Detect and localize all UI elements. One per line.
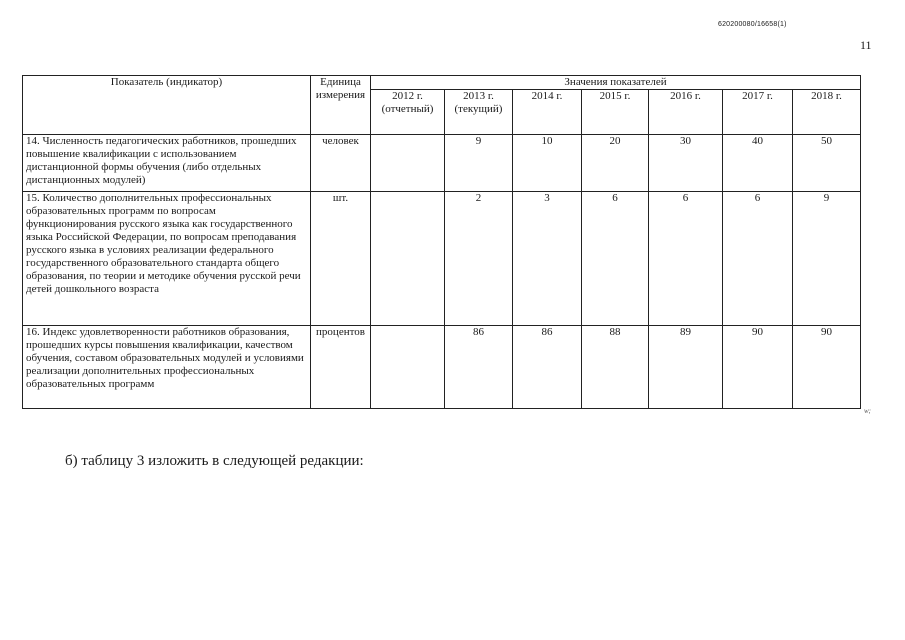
row-value: 90 (723, 326, 793, 409)
row-value: 88 (582, 326, 649, 409)
row-unit: процентов (311, 326, 371, 409)
header-year: 2013 г. (текущий) (445, 90, 513, 135)
header-year: 2016 г. (649, 90, 723, 135)
row-value: 40 (723, 135, 793, 192)
row-value: 2 (445, 192, 513, 326)
header-year: 2018 г. (793, 90, 861, 135)
header-values: Значения показателей (371, 76, 861, 90)
margin-mark: w; (864, 407, 871, 415)
row-unit: шт. (311, 192, 371, 326)
table-row (23, 192, 861, 326)
row-indicator: 15. Количество дополнительных профессиональных образовательных программ по вопросам функционирования русского языка как государственного языка Российской Федерации, по вопросам преподавания русского языка в условиях реализации федерального государственного образовательного стандарта общего образования, по теории и методике обучения русской речи детей дошкольного возраста (23, 192, 311, 326)
row-value: 89 (649, 326, 723, 409)
row-value: 10 (513, 135, 582, 192)
row-value: 6 (649, 192, 723, 326)
page-number: 11 (860, 38, 872, 52)
row-value: 6 (723, 192, 793, 326)
row-value (371, 135, 445, 192)
row-value: 9 (445, 135, 513, 192)
row-value: 90 (793, 326, 861, 409)
row-value: 50 (793, 135, 861, 192)
document-id: 620200080/16658(1) (718, 21, 787, 28)
row-value: 86 (445, 326, 513, 409)
header-unit: Единица измерения (311, 76, 371, 135)
instruction-text: б) таблицу 3 изложить в следующей редакции: (65, 453, 364, 469)
row-value: 20 (582, 135, 649, 192)
header-year: 2015 г. (582, 90, 649, 135)
header-year: 2012 г. (отчетный) (371, 90, 445, 135)
indicators-table (22, 75, 861, 409)
row-value: 86 (513, 326, 582, 409)
row-value: 9 (793, 192, 861, 326)
row-value (371, 326, 445, 409)
row-value (371, 192, 445, 326)
row-indicator: 16. Индекс удовлетворенности работников образования, прошедших курсы повышения квалификации, качеством обучения, составом образовательных модулей и условиями реализации дополнительных профессиональных образовательных программ (23, 326, 311, 409)
table-row (23, 135, 861, 192)
row-value: 6 (582, 192, 649, 326)
row-value: 30 (649, 135, 723, 192)
header-indicator: Показатель (индикатор) (23, 76, 311, 135)
row-unit: человек (311, 135, 371, 192)
row-indicator: 14. Численность педагогических работников, прошедших повышение квалификации с использованием дистанционной формы обучения (либо отдельных дистанционных модулей) (23, 135, 311, 192)
header-year: 2014 г. (513, 90, 582, 135)
row-value: 3 (513, 192, 582, 326)
table-row (23, 326, 861, 409)
header-year: 2017 г. (723, 90, 793, 135)
